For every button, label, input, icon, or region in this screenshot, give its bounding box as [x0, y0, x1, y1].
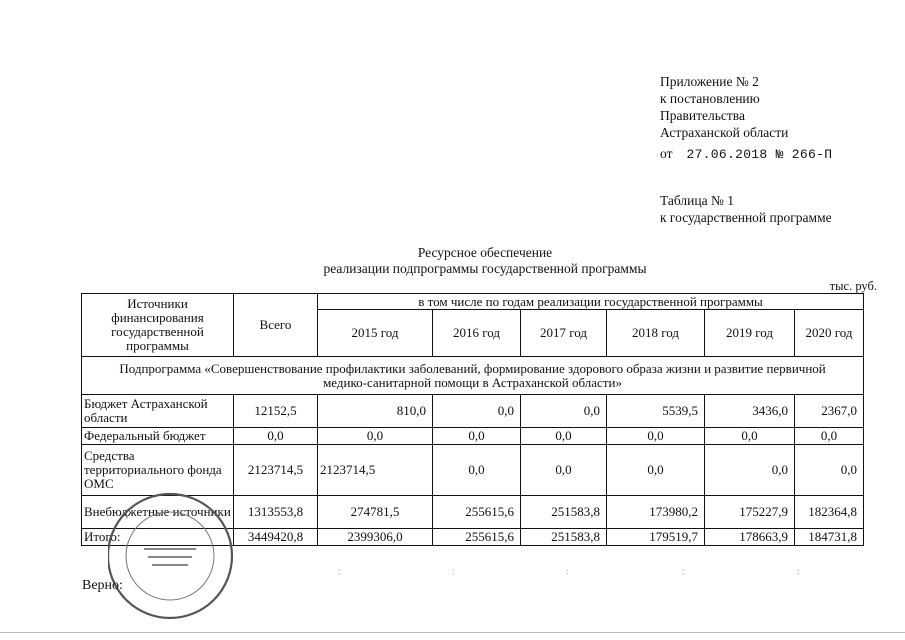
cell-2018: 173980,2 — [607, 496, 705, 529]
scan-mark: : — [682, 566, 685, 576]
document-title — [200, 245, 770, 277]
date-prefix: от — [660, 146, 673, 161]
cell-2020: 184731,8 — [795, 529, 864, 546]
scan-mark: : — [566, 566, 569, 576]
table-row — [82, 428, 864, 445]
header-year-2016: 2016 год — [433, 310, 521, 357]
date-value: 27.06.2018 № 266-П — [686, 147, 833, 162]
row-total: 0,0 — [234, 428, 318, 445]
cell-2017: 251583,8 — [521, 529, 607, 546]
row-total: 2123714,5 — [234, 445, 318, 496]
scan-mark: : — [338, 566, 341, 576]
cell-2016: 0,0 — [433, 445, 521, 496]
scan-mark: : — [797, 566, 800, 576]
header-year-2015: 2015 год — [318, 310, 433, 357]
row-total: 12152,5 — [234, 395, 318, 428]
page-bottom-edge — [0, 632, 905, 633]
appendix-header — [660, 73, 832, 163]
row-label: Федеральный бюджет — [82, 428, 234, 445]
row-label: Средства территориального фонда ОМС — [82, 445, 234, 496]
table-number: Таблица № 1 — [660, 193, 734, 208]
cell-2017: 251583,8 — [521, 496, 607, 529]
cell-2019: 0,0 — [705, 445, 795, 496]
appendix-line-2: к постановлению — [660, 91, 760, 106]
header-year-2020: 2020 год — [795, 310, 864, 357]
row-label: Бюджет Астраханской области — [82, 395, 234, 428]
units-label: тыс. руб. — [829, 279, 877, 293]
row-label: Внебюджетные источники — [82, 496, 234, 529]
header-years-group: в том числе по годам реализации государственной программы — [318, 294, 864, 310]
table-row — [82, 395, 864, 428]
official-stamp-icon — [108, 478, 238, 628]
cell-2015: 2123714,5 — [318, 445, 433, 496]
cell-2018: 5539,5 — [607, 395, 705, 428]
cell-2016: 0,0 — [433, 428, 521, 445]
header-year-2017: 2017 год — [521, 310, 607, 357]
appendix-number: Приложение № 2 — [660, 74, 759, 89]
cell-2019: 175227,9 — [705, 496, 795, 529]
table-reference — [660, 192, 832, 226]
cell-2016: 255615,6 — [433, 529, 521, 546]
header-year-2019: 2019 год — [705, 310, 795, 357]
header-year-2018: 2018 год — [607, 310, 705, 357]
cell-2020: 0,0 — [795, 445, 864, 496]
scan-mark: : — [452, 566, 455, 576]
cell-2020: 0,0 — [795, 428, 864, 445]
cell-2018: 0,0 — [607, 445, 705, 496]
row-total: 3449420,8 — [234, 529, 318, 546]
cell-2019: 3436,0 — [705, 395, 795, 428]
cell-2019: 178663,9 — [705, 529, 795, 546]
header-total: Всего — [234, 294, 318, 357]
table-program-ref: к государственной программе — [660, 210, 832, 225]
cell-2020: 182364,8 — [795, 496, 864, 529]
cell-2015: 810,0 — [318, 395, 433, 428]
appendix-line-3: Правительства — [660, 108, 745, 123]
cell-2015: 0,0 — [318, 428, 433, 445]
cell-2020: 2367,0 — [795, 395, 864, 428]
cell-2016: 255615,6 — [433, 496, 521, 529]
cell-2015: 274781,5 — [318, 496, 433, 529]
subprogram-title: Подпрограмма «Совершенствование профилактики заболеваний, формирование здорового образа жизни и развитие первичной медико-санитарной помощи в Астраханской области» — [82, 357, 864, 395]
verified-label: Верно: — [82, 578, 123, 593]
title-line-1: Ресурсное обеспечение — [417, 245, 553, 260]
cell-2018: 0,0 — [607, 428, 705, 445]
header-source: Источники финансирования государственной программы — [82, 294, 234, 357]
row-label: Итого: — [82, 529, 234, 546]
cell-2019: 0,0 — [705, 428, 795, 445]
appendix-line-4: Астраханской области — [660, 125, 789, 140]
row-total: 1313553,8 — [234, 496, 318, 529]
cell-2017: 0,0 — [521, 395, 607, 428]
cell-2015: 2399306,0 — [318, 529, 433, 546]
appendix-date-line — [660, 145, 832, 163]
cell-2016: 0,0 — [433, 395, 521, 428]
title-line-2: реализации подпрограммы государственной программы — [323, 261, 647, 276]
cell-2018: 179519,7 — [607, 529, 705, 546]
cell-2017: 0,0 — [521, 445, 607, 496]
cell-2017: 0,0 — [521, 428, 607, 445]
